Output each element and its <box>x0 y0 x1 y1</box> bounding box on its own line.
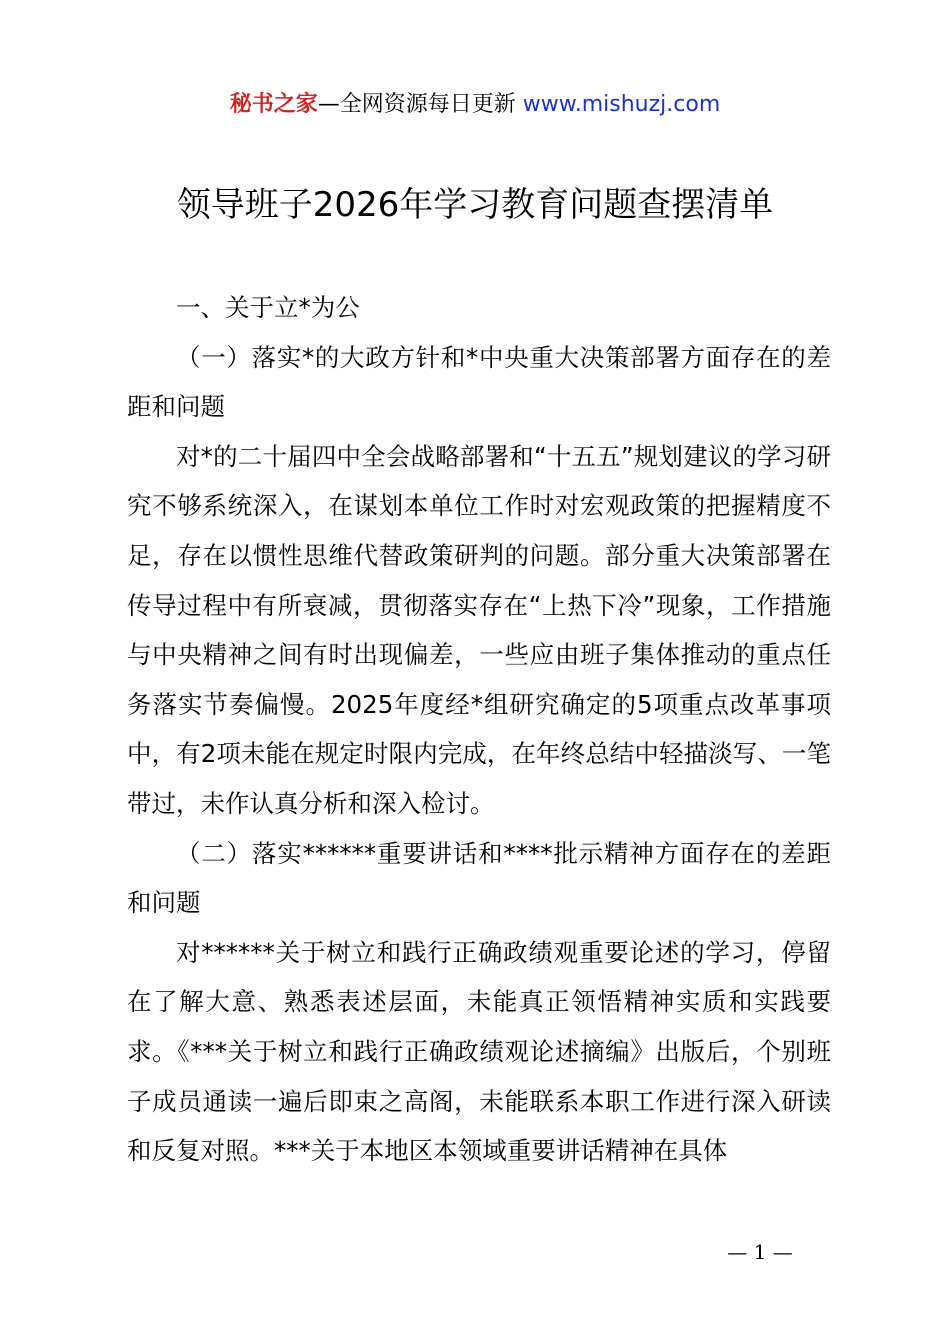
site-watermark <box>0 88 950 122</box>
watermark-brand: 秘书之家 <box>229 92 318 117</box>
paragraph-2: 对******关于树立和践行正确政绩观重要论述的学习，停留在了解大意、熟悉表述层面，未能真正领悟精神实质和实践要求。《***关于树立和践行正确政绩观论述摘编》出版后，个别班子成员通读一遍后即束之高阁，未能联系本职工作进行深入研读和反复对照。***关于本地区本领域重要讲话精神在具体 <box>127 937 831 1166</box>
subheading-1: （一）落实*的大政方针和*中央重大决策部署方面存在的差距和问题 <box>127 342 831 422</box>
section-heading: 一、关于立*为公 <box>176 293 360 322</box>
document-body <box>127 283 831 1176</box>
paragraph-1: 对*的二十届四中全会战略部署和“十五五”规划建议的学习研究不够系统深入，在谋划本单位工作时对宏观政策的把握精度不足，存在以惯性思维代替政策研判的问题。部分重大决策部署在传导过程中有所衰减，贯彻落实存在“上热下冷”现象，工作措施与中央精神之间有时出现偏差，一些应由班子集体推动的重点任务落实节奏偏慢。2025年度经*组研究确定的5项重点改革事项中，有2项未能在规定时限内完成，在年终总结中轻描淡写、一笔带过，未作认真分析和深入检讨。 <box>127 441 831 818</box>
watermark-url[interactable]: www.mishuzj.com <box>522 92 721 117</box>
watermark-slogan: —全网资源每日更新 <box>317 92 523 117</box>
page-number: — 1 — <box>727 1240 793 1264</box>
subheading-2: （二）落实******重要讲话和****批示精神方面存在的差距和问题 <box>127 838 831 918</box>
document-title: 领导班子2026年学习教育问题查摆清单 <box>176 185 774 225</box>
